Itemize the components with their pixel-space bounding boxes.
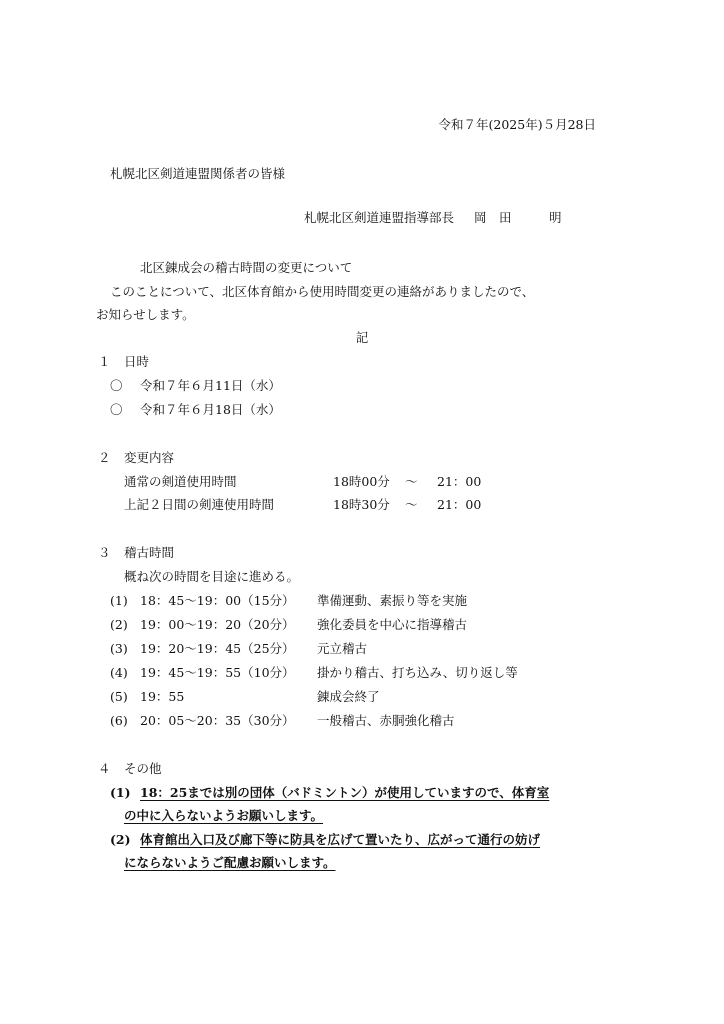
change-row-end: 21：00 <box>437 497 482 512</box>
schedule-time: 19：45～19：55（10分） <box>140 665 295 680</box>
change-row-label: 通常の剣道使用時間 <box>124 474 237 489</box>
subject-line: 北区錬成会の稽古時間の変更について <box>140 260 353 275</box>
date-item-2: 令和７年６月18日（水） <box>140 402 281 417</box>
section-1-number: １ <box>98 354 111 369</box>
change-row-start: 18時00分 <box>333 474 390 489</box>
note-number: (1) <box>110 785 131 800</box>
section-2-number: ２ <box>98 450 111 465</box>
schedule-time: 19：55 <box>140 689 185 704</box>
change-row-start: 18時30分 <box>333 497 390 512</box>
change-row-tilde: ～ <box>405 474 418 489</box>
note-1-line-1: 18：25までは別の団体（バドミントン）が使用していますので、体育室 <box>140 785 550 800</box>
note-2-line-2: にならないようご配慮お願いします。 <box>124 855 336 870</box>
schedule-time: 19：00～19：20（20分） <box>140 617 295 632</box>
schedule-description: 元立稽古 <box>317 641 368 656</box>
schedule-description: 強化委員を中心に指導稽古 <box>317 617 468 632</box>
document-date: 令和７年(2025年)５月28日 <box>438 117 596 132</box>
section-4-number: ４ <box>98 761 111 776</box>
intro-line-1: このことについて、北区体育館から使用時間変更の連絡がありましたので、 <box>110 284 535 299</box>
schedule-number: (4) <box>110 665 128 680</box>
addressee: 札幌北区剣道連盟関係者の皆様 <box>110 166 286 181</box>
schedule-time: 18：45～19：00（15分） <box>140 593 295 608</box>
schedule-description: 錬成会終了 <box>317 689 380 704</box>
ki-heading: 記 <box>355 330 369 345</box>
section-1-title: 日時 <box>124 354 150 369</box>
note-number: (2) <box>110 832 131 847</box>
schedule-number: (1) <box>110 593 128 608</box>
section-3-title: 稽古時間 <box>124 545 175 560</box>
schedule-time: 19：20～19：45（25分） <box>140 641 295 656</box>
schedule-number: (6) <box>110 713 128 728</box>
section-3-intro: 概ね次の時間を目途に進める。 <box>124 569 300 584</box>
schedule-number: (2) <box>110 617 128 632</box>
date-bullet: 〇 <box>110 402 123 417</box>
sender-name: 岡 田 明 <box>474 210 562 225</box>
intro-line-2: お知らせします。 <box>96 307 195 322</box>
schedule-time: 20：05～20：35（30分） <box>140 713 295 728</box>
change-row-end: 21：00 <box>437 474 482 489</box>
note-2-line-1: 体育館出入口及び廊下等に防具を広げて置いたり、広がって通行の妨げ <box>140 832 541 847</box>
sender-org: 札幌北区剣道連盟指導部長 <box>304 210 455 225</box>
schedule-description: 掛かり稽古、打ち込み、切り返し等 <box>317 665 518 680</box>
date-bullet: 〇 <box>110 378 123 393</box>
note-1-line-2: の中に入らないようお願いします。 <box>124 808 324 823</box>
date-item-1: 令和７年６月11日（水） <box>140 378 281 393</box>
schedule-description: 準備運動、素振り等を実施 <box>317 593 468 608</box>
change-row-label: 上記２日間の剣連使用時間 <box>124 497 275 512</box>
section-4-title: その他 <box>124 761 162 776</box>
section-2-title: 変更内容 <box>124 450 175 465</box>
schedule-number: (3) <box>110 641 128 656</box>
schedule-number: (5) <box>110 689 128 704</box>
schedule-description: 一般稽古、赤胴強化稽古 <box>317 713 455 728</box>
section-3-number: ３ <box>98 545 111 560</box>
change-row-tilde: ～ <box>405 497 418 512</box>
